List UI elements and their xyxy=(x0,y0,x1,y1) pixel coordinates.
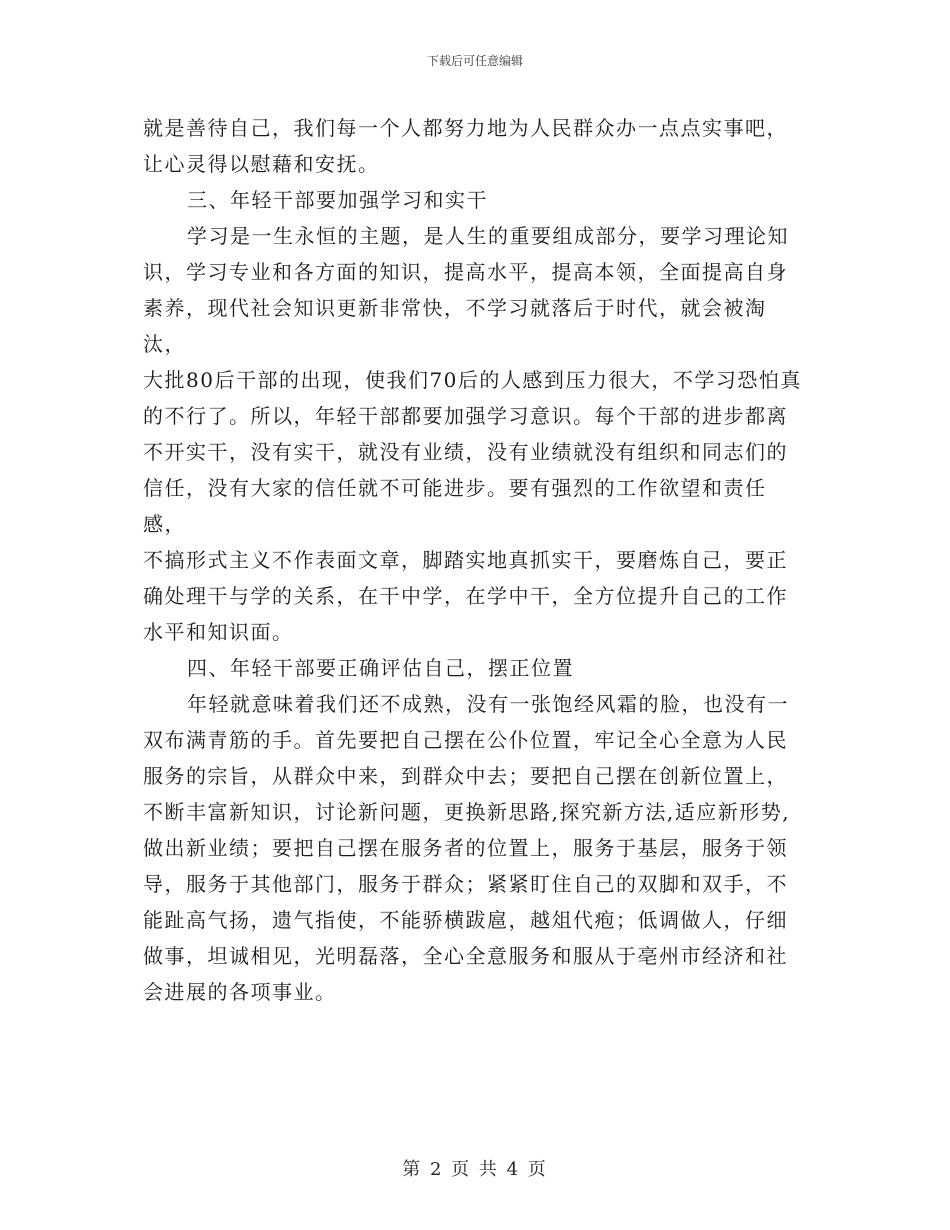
text-line: 让心灵得以慰藉和安抚。 xyxy=(143,152,380,176)
page-number-footer: 第 2 页 共 4 页 xyxy=(402,1159,548,1180)
text-line: 大批80后干部的出现，使我们70后的人感到压力很大，不学习恐怕真 xyxy=(143,368,802,392)
text-line: 信任，没有大家的信任就不可能进步。要有强烈的工作欲望和责任感， xyxy=(143,476,767,536)
paragraph-position xyxy=(143,686,803,1010)
text-line: 学习是一生永恒的主题，是人生的重要组成部分，要学习理论知 xyxy=(187,224,789,248)
text-line: 会进展的各项事业。 xyxy=(143,980,337,1004)
text-line: 年轻就意味着我们还不成熟，没有一张饱经风霜的脸，也没有一 xyxy=(187,692,789,716)
text-line: 不搞形式主义不作表面文章，脚踏实地真抓实干，要磨炼自己，要正 xyxy=(143,548,788,572)
paragraph-study xyxy=(143,218,803,650)
document-body xyxy=(143,110,803,1010)
text-line: 能趾高气扬，遗气指使，不能骄横跋扈，越俎代疱；低调做人，仔细 xyxy=(143,908,788,932)
text-line: 确处理干与学的关系，在干中学，在学中干，全方位提升自己的工作 xyxy=(143,584,788,608)
text-line: 导，服务于其他部门，服务于群众；紧紧盯住自己的双脚和双手，不 xyxy=(143,872,788,896)
text-line: 双布满青筋的手。首先要把自己摆在公仆位置，牢记全心全意为人民 xyxy=(143,728,788,752)
paragraph-continuation xyxy=(143,110,803,182)
text-line: 的不行了。所以，年轻干部都要加强学习意识。每个干部的进步都离 xyxy=(143,404,788,428)
text-line: 就是善待自己，我们每一个人都努力地为人民群众办一点点实事吧， xyxy=(143,116,788,140)
text-line: 素养，现代社会知识更新非常快，不学习就落后于时代，就会被淘汰， xyxy=(143,296,767,356)
text-line: 不断丰富新知识，讨论新问题，更换新思路,探究新方法,适应新形势, xyxy=(143,800,791,824)
text-line: 不开实干，没有实干，就没有业绩，没有业绩就没有组织和同志们的 xyxy=(143,440,788,464)
text-line: 做出新业绩；要把自己摆在服务者的位置上，服务于基层，服务于领 xyxy=(143,836,788,860)
section-heading-3: 三、年轻干部要加强学习和实干 xyxy=(187,188,488,212)
page-header-note: 下载后可任意编辑 xyxy=(426,54,523,68)
text-line: 做事，坦诚相见，光明磊落，全心全意服务和服从于亳州市经济和社 xyxy=(143,944,788,968)
section-heading-4: 四、年轻干部要正确评估自己，摆正位置 xyxy=(187,656,574,680)
text-line: 服务的宗旨，从群众中来，到群众中去；要把自己摆在创新位置上， xyxy=(143,764,788,788)
text-line: 水平和知识面。 xyxy=(143,620,294,644)
text-line: 识，学习专业和各方面的知识，提高水平，提高本领，全面提高自身 xyxy=(143,260,788,284)
